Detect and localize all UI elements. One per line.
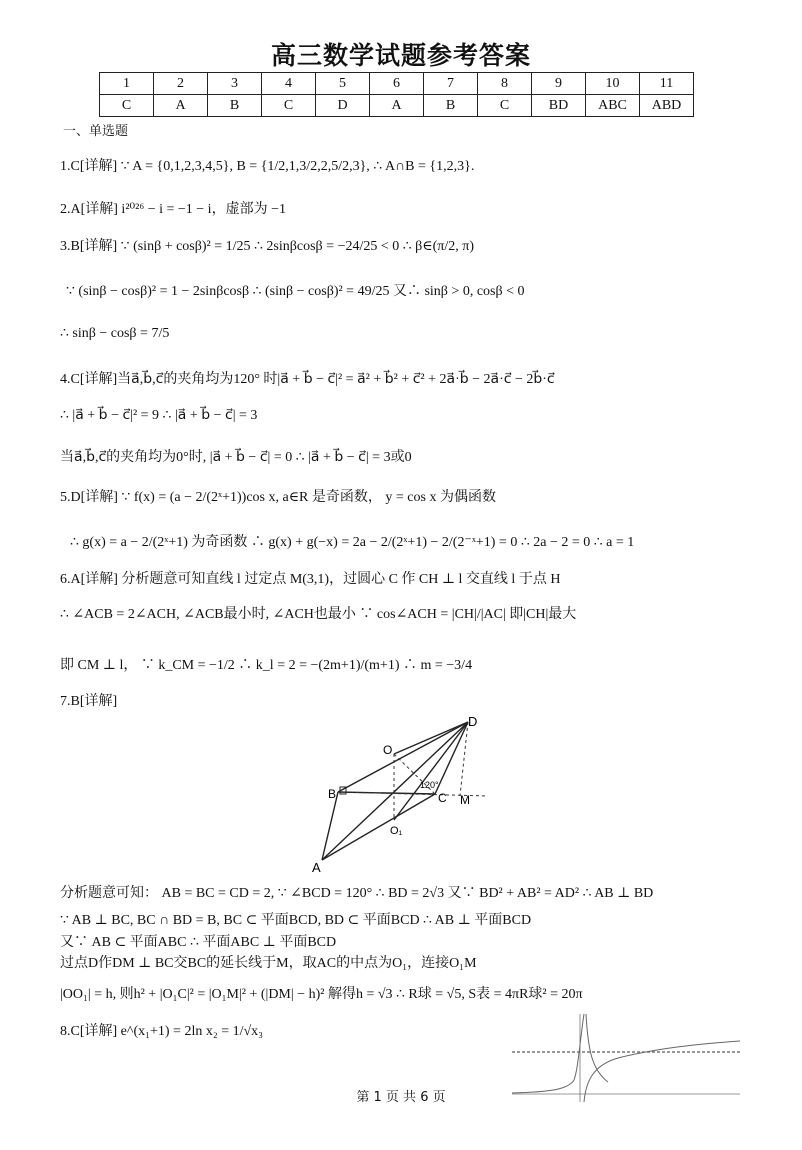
solution-line: 4.C[详解]当a⃗,b⃗,c⃗的夹角均为120° 时|a⃗ + b⃗ − c⃗|² = a⃗² + b⃗² + c⃗² + 2a⃗·b⃗ − 2a⃗·c⃗ − 2b⃗·c⃗ [60,372,555,387]
answer-cell: B [424,95,478,117]
figure-label: O [383,743,393,757]
answer-cell: C [262,95,316,117]
solution-line: 3.B[详解] ∵ (sinβ + cosβ)² = 1/25 ∴ 2sinβcosβ = −24/25 < 0 ∴ β∈(π/2, π) [60,239,474,254]
answer-cell: ABD [640,95,694,117]
tetrahedron-figure [310,712,500,877]
figure-label: C [438,791,447,805]
figure-label: A [312,860,321,875]
solution-line: ∴ ∠ACB = 2∠ACH, ∠ACB最小时, ∠ACH也最小 ∵ cos∠ACH = |CH|/|AC| 即|CH|最大 [60,607,577,622]
answer-cell: C [100,95,154,117]
figure-label: 120° [420,780,439,790]
figure-label: M [460,793,470,807]
answer-table-answer-row [100,95,694,117]
solution-line: 即 CM ⊥ l， ∵ k_CM = −1/2 ∴ k_l = 2 = −(2m+1)/(m+1) ∴ m = −3/4 [60,658,473,673]
question-number: 10 [586,73,640,95]
answer-cell: BD [532,95,586,117]
solution-line: 6.A[详解] 分析题意可知直线 l 过定点 M(3,1)，过圆心 C 作 CH ⊥ l 交直线 l 于点 H [60,572,561,587]
solution-line: ∵ (sinβ − cosβ)² = 1 − 2sinβcosβ ∴ (sinβ − cosβ)² = 49/25 又∴ sinβ > 0, cosβ < 0 [66,284,525,299]
solution-line: 1.C[详解] ∵ A = {0,1,2,3,4,5}, B = {1/2,1,3/2,2,5/2,3}, ∴ A∩B = {1,2,3}. [60,159,475,174]
question-number: 3 [208,73,262,95]
solution-line: 7.B[详解] [60,694,118,709]
question-number: 4 [262,73,316,95]
solution-line: 又∵ AB ⊂ 平面ABC ∴ 平面ABC ⊥ 平面BCD [60,935,337,950]
solution-line: ∴ |a⃗ + b⃗ − c⃗|² = 9 ∴ |a⃗ + b⃗ − c⃗| = 3 [60,408,258,423]
solution-line: 8.C[详解] e^(x₁+1) = 2ln x₂ = 1/√x₃ [60,1024,264,1039]
answer-cell: D [316,95,370,117]
answer-cell: C [478,95,532,117]
question-number: 7 [424,73,478,95]
solution-line: ∴ sinβ − cosβ = 7/5 [60,326,170,341]
page-footer: 第 1 页 共 6 页 [356,1090,446,1105]
solution-line: 5.D[详解] ∵ f(x) = (a − 2/(2ˣ+1))cos x, a∈R 是奇函数， y = cos x 为偶函数 [60,490,496,505]
figure-label: D [468,714,478,729]
solution-line: |OO₁| = h, 则h² + |O₁C|² = |O₁M|² + (|DM| − h)² 解得h = √3 ∴ R球 = √5, S表 = 4πR球² = 20π [60,987,583,1002]
question-number: 2 [154,73,208,95]
question-number: 6 [370,73,424,95]
question-number: 9 [532,73,586,95]
answer-cell: ABC [586,95,640,117]
section-heading: 一、单选题 [63,124,129,139]
solution-line: ∵ AB ⊥ BC, BC ∩ BD = B, BC ⊂ 平面BCD, BD ⊂ 平面BCD ∴ AB ⊥ 平面BCD [60,913,532,928]
question-number: 8 [478,73,532,95]
solution-line: 分析题意可知： AB = BC = CD = 2, ∵ ∠BCD = 120° ∴ BD = 2√3 又∵ BD² + AB² = AD² ∴ AB ⊥ BD [60,886,654,901]
solution-line: 当a⃗,b⃗,c⃗的夹角均为0°时, |a⃗ + b⃗ − c⃗| = 0 ∴ |a⃗ + b⃗ − c⃗| = 3或0 [60,450,412,465]
question-number: 11 [640,73,694,95]
solution-line: 过点D作DM ⊥ BC交BC的延长线于M，取AC的中点为O₁，连接O₁M [60,956,477,971]
solution-line: 2.A[详解] i²⁰²⁶ − i = −1 − i，虚部为 −1 [60,202,286,217]
answer-table-number-row [100,73,694,95]
page-title: 高三数学试题参考答案 [270,41,531,70]
figure-label: B [328,787,337,801]
question-number: 1 [100,73,154,95]
solution-line: ∴ g(x) = a − 2/(2ˣ+1) 为奇函数 ∴ g(x) + g(−x) = 2a − 2/(2ˣ+1) − 2/(2⁻ˣ+1) = 0 ∴ 2a − 2 = 0 ∴ a = 1 [70,535,635,550]
answer-cell: B [208,95,262,117]
answer-cell: A [370,95,424,117]
question-number: 5 [316,73,370,95]
answer-table [99,72,694,117]
answer-cell: A [154,95,208,117]
figure-label: O₁ [390,825,403,837]
